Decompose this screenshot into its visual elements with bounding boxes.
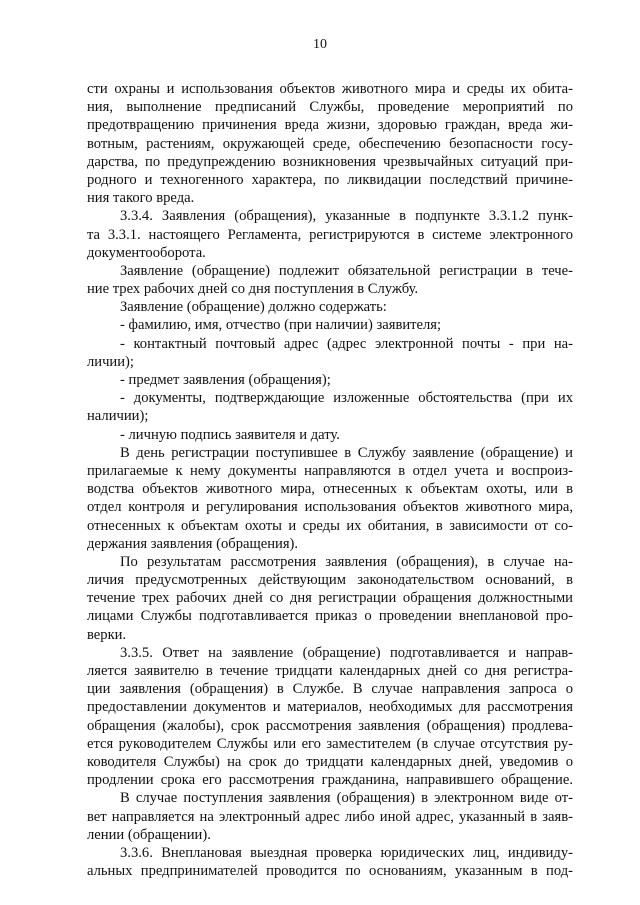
page-number: 10 (313, 37, 327, 52)
text-line: наличии); (87, 408, 149, 425)
body-text (87, 80, 573, 880)
text-line: отдел контроля и регулирования использования объектов животного мира, (87, 499, 573, 516)
text-line: 3.3.5. Ответ на заявление (обращение) подготавливается и направ- (120, 644, 573, 661)
text-line: вет направляется на электронный адрес либо иной адрес, указанный в заяв- (87, 808, 573, 825)
text-line: личии); (87, 353, 134, 370)
text-line: водства объектов животного мира, отнесенных к объектам охоты, или в (87, 481, 573, 498)
text-line: отнесенных к объектам охоты и среды их обитания, в зависимости от со- (87, 517, 573, 534)
text-line: По результатам рассмотрения заявления (обращения), в случае на- (120, 553, 573, 570)
text-line: ния такого вреда. (87, 190, 195, 207)
text-line: продлении срока его рассмотрения гражданина, направившего обращение. (87, 772, 573, 789)
text-line: Заявление (обращение) подлежит обязательной регистрации в тече- (120, 262, 573, 279)
text-line: - контактный почтовый адрес (адрес электронной почты - при на- (120, 335, 573, 352)
text-line: течение трех рабочих дней со дня регистрации обращения должностными (87, 590, 573, 607)
text-line: дарства, по предупреждению возникновения чрезвычайных ситуаций при- (87, 153, 573, 170)
text-line: предотвращению причинения вреда жизни, здоровью граждан, вреда жи- (87, 117, 573, 134)
text-line: верки. (87, 626, 127, 643)
text-line: ния, выполнение предписаний Службы, проведение мероприятий по (87, 99, 573, 116)
text-line: - предмет заявления (обращения); (120, 372, 331, 388)
text-line: ляется заявителю в течение тридцати календарных дней со дня регистра- (87, 663, 573, 679)
text-line: держания заявления (обращения). (87, 535, 299, 552)
text-line: лицами Службы подготавливается приказ о проведении внеплановой про- (87, 608, 573, 625)
text-line: та 3.3.1. настоящего Регламента, регистрируются в системе электронного (87, 226, 573, 243)
text-line: Заявление (обращение) должно содержать: (120, 299, 387, 316)
text-line: обращения (жалобы), срок рассмотрения заявления (обращения) продлева- (87, 717, 573, 734)
text-line: вотным, растениям, окружающей среде, обеспечению безопасности госу- (87, 135, 573, 152)
text-line: ции заявления (обращения) в Службе. В случае направления запроса о (87, 681, 573, 698)
text-line: ется руководителем Службы или его заместителем (в случае отсутствия ру- (87, 735, 573, 752)
text-line: В день регистрации поступившее в Службу заявление (обращение) и (120, 444, 573, 461)
text-line: сти охраны и использования объектов животного мира и среды их обита- (87, 81, 573, 97)
text-line: - личную подпись заявителя и дату. (120, 426, 340, 443)
text-line: ние трех рабочих дней со дня поступления в Службу. (87, 281, 419, 298)
text-line: предоставлении документов и материалов, необходимых для рассмотрения (87, 699, 573, 716)
text-line: ководителя Службы) на срок до тридцати календарных дней, уведомив о (87, 753, 573, 770)
text-line: родного и техногенного характера, по ликвидации последствий причине- (87, 171, 573, 188)
text-line: 3.3.4. Заявления (обращения), указанные в подпункте 3.3.1.2 пунк- (120, 208, 573, 225)
text-line: лении (обращении). (87, 826, 211, 843)
text-line: альных предпринимателей проводится по основаниям, указанным в под- (87, 863, 573, 880)
text-line: 3.3.6. Внеплановая выездная проверка юридических лиц, индивиду- (120, 844, 573, 861)
text-line: - фамилию, имя, отчество (при наличии) заявителя; (120, 317, 442, 334)
text-line: - документы, подтверждающие изложенные обстоятельства (при их (120, 390, 573, 407)
text-line: прилагаемые к нему документы направляются в отдел учета и воспроиз- (87, 462, 573, 479)
text-line: В случае поступления заявления (обращения) в электронном виде от- (120, 790, 573, 807)
text-line: документооборота. (87, 244, 206, 261)
text-line: личия предусмотренных действующим законодательством оснований, в (87, 572, 573, 589)
